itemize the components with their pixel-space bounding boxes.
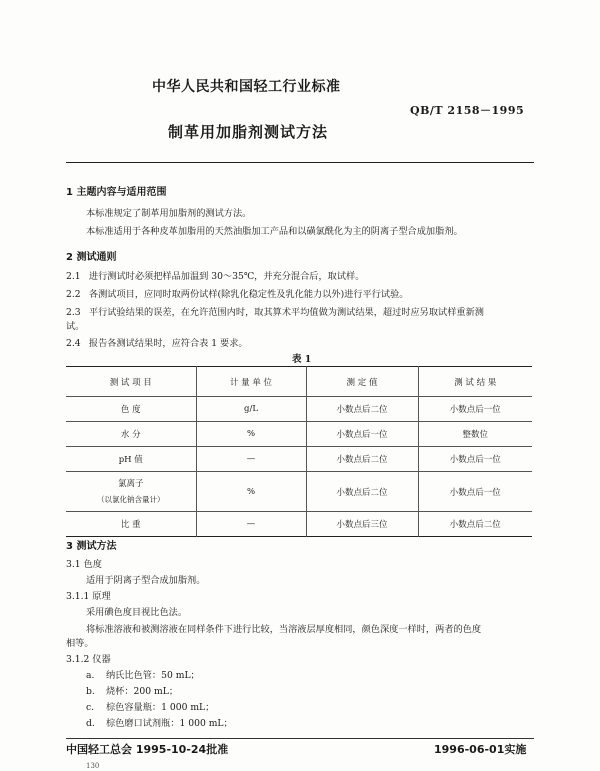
item-text: 纳氏比色管：50 mL； — [106, 670, 200, 681]
cell-unit: % — [196, 422, 306, 447]
table-row — [66, 397, 532, 422]
clause-text: 平行试验结果的误差，在允许范围内时，取其算术平均值做为测试结果，超过时应另取试样重新测 — [88, 307, 484, 318]
cell-item: pH 值 — [118, 455, 143, 465]
cell-result: 小数点后一位 — [418, 447, 532, 472]
header-test-item: 测 试 项 目 — [109, 377, 152, 388]
clause-3-1-text: 适用于阴离子型合成加脂剂。 — [86, 575, 206, 586]
section-1-heading: 1 主题内容与适用范围 — [66, 187, 167, 198]
header-rule — [66, 162, 534, 163]
cell-value: 小数点后二位 — [306, 447, 418, 472]
cell-item: 比 重 — [120, 520, 141, 530]
table-row — [66, 447, 532, 472]
cell-unit: — — [196, 447, 306, 472]
table-1 — [66, 366, 532, 537]
clause-text: 试。 — [66, 321, 85, 332]
instrument-item — [86, 717, 233, 731]
table-row — [66, 422, 532, 447]
item-text: 棕色容量瓶：1 000 mL； — [106, 702, 215, 713]
cell-result: 小数点后二位 — [418, 512, 532, 537]
cell-unit: g/L — [196, 397, 306, 422]
item-label: c. — [86, 702, 95, 713]
header-measured-value: 测 定 值 — [306, 367, 418, 397]
section-3-heading: 3 测试方法 — [66, 541, 117, 552]
item-label: a. — [86, 670, 95, 681]
clause-text: 各测试项目，应同时取两份试样(除乳化稳定性及乳化能力以外)进行平行试验。 — [88, 289, 409, 300]
item-text: 棕色磨口试剂瓶：1 000 mL； — [106, 718, 233, 729]
clause-number: 2.4 — [66, 338, 81, 349]
clause-3-1-1-para-2-continued: 相等。 — [66, 638, 94, 649]
standard-code: QB/T 2158－1995 — [410, 104, 525, 117]
cell-item-main: 氯离子 — [117, 478, 144, 489]
document-title: 制革用加脂剂测试方法 — [168, 123, 329, 141]
cell-item — [66, 472, 196, 512]
clause-2-2 — [66, 288, 408, 302]
item-label: b. — [86, 686, 95, 697]
instrument-item — [86, 701, 214, 715]
instrument-item — [86, 685, 178, 699]
clause-3-1-1-para-2: 将标准溶液和被测溶液在同样条件下进行比较，当溶液层厚度相同，颜色深度一样时，两者的色度 — [86, 624, 482, 635]
table-header-row — [66, 367, 532, 397]
footer-rule — [66, 738, 534, 739]
table-row — [66, 472, 532, 512]
section-1-para-2: 本标准适用于各种皮革加脂用的天然油脂加工产品和以磺氯酰化为主的阴离子型合成加脂剂。 — [86, 226, 463, 237]
instrument-item — [86, 669, 200, 683]
clause-number: 2.2 — [66, 289, 81, 300]
cell-unit: — — [196, 512, 306, 537]
cell-value: 小数点后一位 — [306, 422, 418, 447]
clause-2-4 — [66, 337, 248, 351]
clause-number: 2.3 — [66, 307, 81, 318]
cell-value: 小数点后三位 — [306, 512, 418, 537]
clause-number: 2.1 — [66, 271, 81, 282]
item-text: 烧杯：200 mL； — [106, 686, 179, 697]
page-number: 130 — [86, 762, 100, 770]
standard-title: 中华人民共和国轻工行业标准 — [152, 79, 341, 95]
item-label: d. — [86, 718, 95, 729]
cell-unit: % — [196, 472, 306, 512]
section-2-heading: 2 测试通则 — [66, 252, 117, 263]
cell-value: 小数点后二位 — [306, 472, 418, 512]
cell-result: 小数点后一位 — [418, 397, 532, 422]
cell-result: 小数点后一位 — [418, 472, 532, 512]
clause-3-1-1-para-1: 采用碘色度目视比色法。 — [86, 607, 188, 618]
header-unit: 计 量 单 位 — [196, 367, 306, 397]
approval-date: 中国轻工总会 1995-10-24批准 — [66, 743, 229, 756]
table-1-caption: 表 1 — [292, 354, 312, 365]
clause-text: 报告各测试结果时，应符合表 1 要求。 — [88, 338, 248, 349]
clause-2-3 — [66, 306, 484, 320]
clause-text: 进行测试时必须把样品加温到 30～35℃，并充分混合后，取试样。 — [88, 271, 365, 282]
implementation-date: 1996-06-01实施 — [434, 743, 527, 756]
table-row — [66, 512, 532, 537]
clause-3-1-1-heading: 3.1.1 原理 — [66, 591, 111, 602]
clause-2-1 — [66, 270, 364, 284]
cell-item-sub: （以氯化钠含量计） — [97, 494, 165, 504]
header-result: 测 试 结 果 — [418, 367, 532, 397]
clause-2-3-continued — [66, 320, 84, 334]
cell-item: 色 度 — [120, 405, 141, 415]
cell-result: 整数位 — [418, 422, 532, 447]
cell-item: 水 分 — [120, 430, 141, 440]
clause-3-1-2-heading: 3.1.2 仪器 — [66, 654, 111, 665]
section-1-para-1: 本标准规定了制革用加脂剂的测试方法。 — [86, 208, 252, 219]
cell-value: 小数点后二位 — [306, 397, 418, 422]
clause-3-1-heading: 3.1 色度 — [66, 559, 102, 570]
